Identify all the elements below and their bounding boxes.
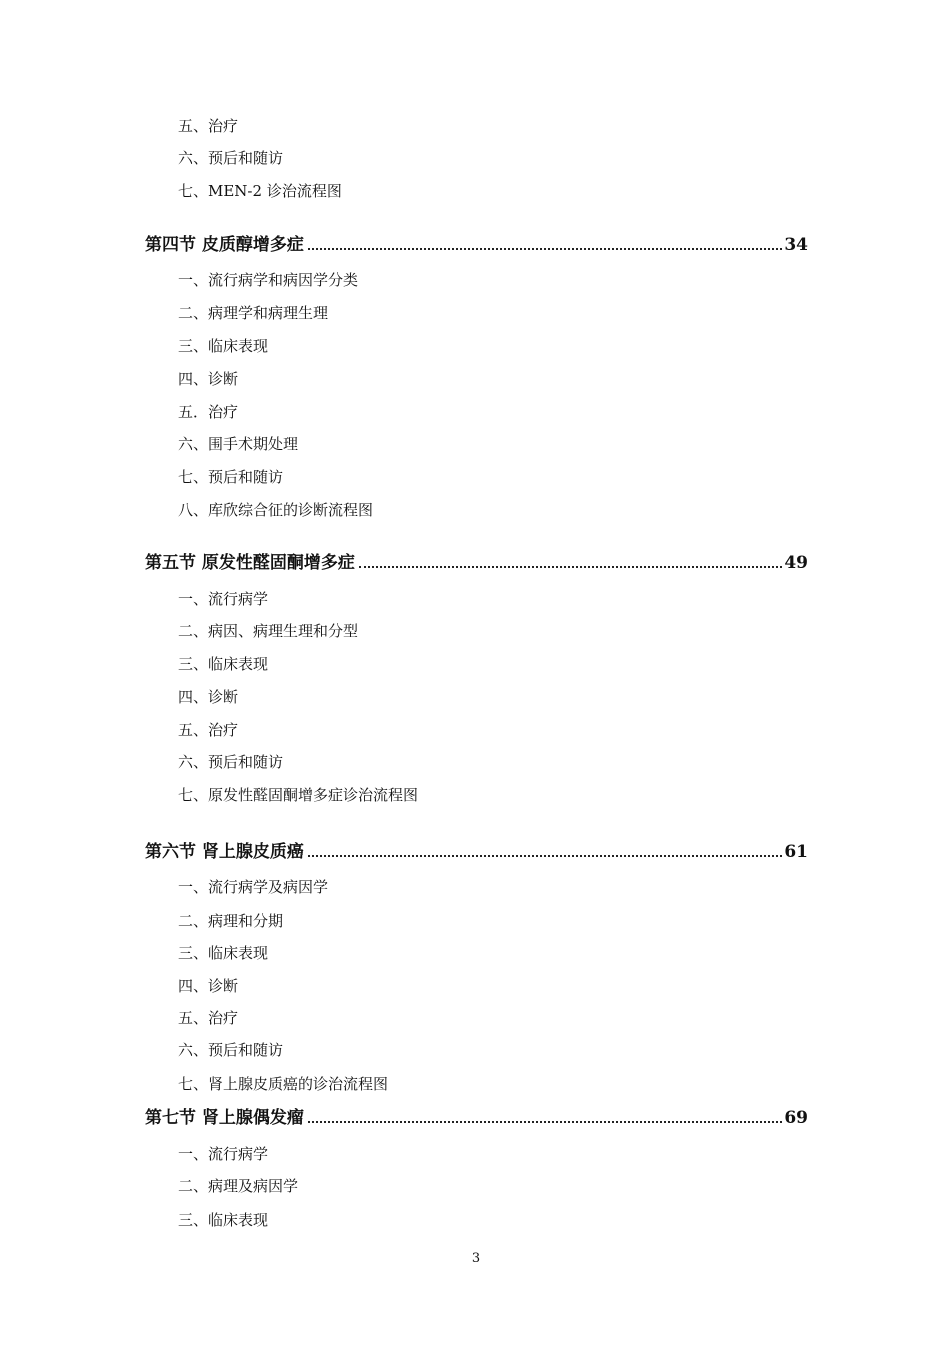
toc-item: 二、病因、病理生理和分型 xyxy=(178,622,359,640)
section-title: 第六节 肾上腺皮质癌 xyxy=(145,842,304,862)
toc-item: 五．治疗 xyxy=(178,403,239,421)
section-title: 第五节 原发性醛固酮增多症 xyxy=(145,553,355,573)
toc-item: 四、诊断 xyxy=(178,370,239,388)
toc-item: 三、临床表现 xyxy=(178,655,269,673)
toc-item: 七、肾上腺皮质癌的诊治流程图 xyxy=(178,1075,389,1093)
toc-item: 六、预后和随访 xyxy=(178,149,284,167)
toc-section-heading xyxy=(145,841,808,863)
dot-leader xyxy=(308,1120,782,1123)
section-title: 第七节 肾上腺偶发瘤 xyxy=(145,1108,304,1128)
section-title: 第四节 皮质醇增多症 xyxy=(145,235,304,255)
toc-item: 八、库欣综合征的诊断流程图 xyxy=(178,501,374,519)
toc-item: 二、病理和分期 xyxy=(178,912,284,930)
toc-item: 七、MEN-2 诊治流程图 xyxy=(178,182,342,200)
section-page-number: 49 xyxy=(784,553,808,573)
toc-item: 六、预后和随访 xyxy=(178,1041,284,1059)
section-page-number: 61 xyxy=(784,842,808,862)
toc-item: 四、诊断 xyxy=(178,688,239,706)
toc-item: 一、流行病学及病因学 xyxy=(178,878,329,896)
dot-leader xyxy=(308,854,782,857)
dot-leader xyxy=(359,565,782,568)
toc-item: 一、流行病学 xyxy=(178,1145,269,1163)
toc-item: 七、预后和随访 xyxy=(178,468,284,486)
toc-item: 二、病理学和病理生理 xyxy=(178,304,329,322)
section-page-number: 34 xyxy=(784,235,808,255)
toc-item: 一、流行病学 xyxy=(178,590,269,608)
toc-item: 六、围手术期处理 xyxy=(178,435,299,453)
toc-item: 三、临床表现 xyxy=(178,1211,269,1229)
toc-item: 七、原发性醛固酮增多症诊治流程图 xyxy=(178,786,419,804)
toc-item: 二、病理及病因学 xyxy=(178,1177,299,1195)
toc-section-heading xyxy=(145,552,808,574)
page-number: 3 xyxy=(471,1251,481,1266)
toc-item: 五、治疗 xyxy=(178,721,239,739)
toc-item: 三、临床表现 xyxy=(178,944,269,962)
toc-item: 六、预后和随访 xyxy=(178,753,284,771)
toc-item: 五、治疗 xyxy=(178,117,239,135)
toc-item: 一、流行病学和病因学分类 xyxy=(178,271,359,289)
toc-item: 四、诊断 xyxy=(178,977,239,995)
toc-section-heading xyxy=(145,234,808,256)
section-page-number: 69 xyxy=(784,1108,808,1128)
toc-item: 三、临床表现 xyxy=(178,337,269,355)
toc-section-heading xyxy=(145,1107,808,1129)
toc-item: 五、治疗 xyxy=(178,1009,239,1027)
dot-leader xyxy=(308,247,782,250)
